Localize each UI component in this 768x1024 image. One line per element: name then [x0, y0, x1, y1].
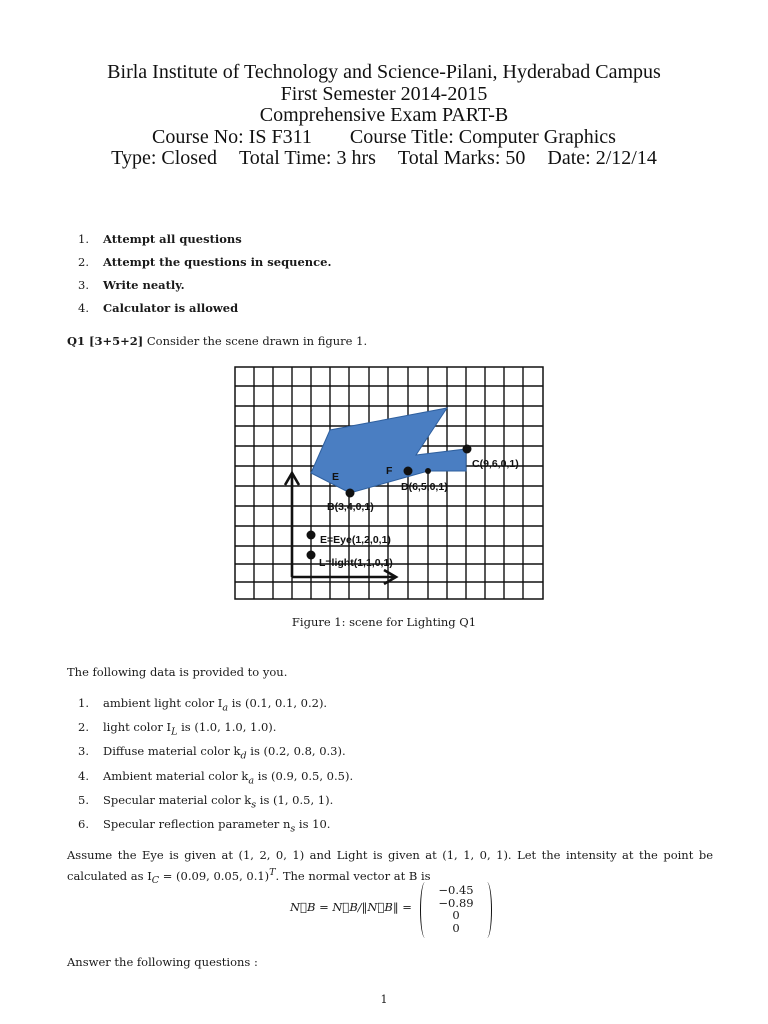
- course-number: Course No: IS F311: [152, 125, 312, 148]
- instruction-item: 2. Attempt the questions in sequence.: [78, 255, 332, 269]
- label-c: C(9,6,0,1): [472, 458, 519, 470]
- matrix-left-paren: [420, 882, 430, 938]
- data-item: 5. Specular material color $k_s$ is (1, 0.5, 1).: [78, 792, 334, 811]
- exam-title: Comprehensive Exam PART-B: [259, 104, 509, 126]
- matrix-cell: 0: [452, 920, 460, 935]
- data-item: 1. ambient light color $I_a$ is (0.1, 0.1, 0.2).: [78, 696, 328, 714]
- matrix-cell: −0.45: [438, 883, 474, 897]
- data-item: 4. Ambient material color $k_a$ is (0.9, 0.5, 0.5).: [78, 768, 354, 786]
- question-1-intro: [67, 333, 367, 349]
- matrix-cell: −0.89: [438, 895, 474, 910]
- matrix-right-paren: [482, 882, 492, 938]
- question-1-label: Q1 [3+5+2]: [67, 334, 144, 348]
- lighting-scene-figure: [233, 366, 545, 602]
- data-item: 2. light color $I_L$ is (1.0, 1.0, 1.0).: [78, 720, 277, 738]
- label-f: F: [386, 465, 393, 477]
- course-title: Course Title: Computer Graphics: [349, 125, 616, 148]
- data-item: 6. Specular reflection parameter $n_s$ is 10.: [78, 816, 331, 835]
- label-d: D(6,5,0,1): [401, 481, 448, 493]
- total-time: Total Time: 3 hrs: [238, 147, 376, 169]
- matrix-cells: [432, 884, 480, 934]
- data-item: 3. Diffuse material color $k_d$ is (0.2, 0.8, 0.3).: [78, 744, 346, 762]
- instructions-list: [78, 230, 332, 322]
- institute-name: Birla Institute of Technology and Science-Pilani, Hyderabad Campus: [107, 61, 661, 83]
- point-light-dot: [307, 551, 316, 560]
- exam-details-line: [0, 148, 768, 170]
- answer-prompt: Answer the following questions :: [67, 955, 258, 969]
- assumption-paragraph: [67, 847, 713, 889]
- total-marks: Total Marks: 50: [397, 147, 526, 169]
- figure-caption: Figure 1: scene for Lighting Q1: [291, 615, 477, 629]
- point-c-dot: [463, 445, 472, 454]
- question-1-text: Consider the scene drawn in figure 1.: [143, 334, 368, 348]
- instruction-item: 3. Write neatly.: [78, 278, 185, 292]
- label-eye: E=Eye(1,2,0,1): [320, 534, 391, 546]
- semester: First Semester 2014-2015: [280, 82, 488, 105]
- point-f-dot: [425, 468, 431, 474]
- point-b-dot: [346, 489, 355, 498]
- exam-header: [0, 62, 768, 170]
- instruction-item: 4. Calculator is allowed: [78, 301, 239, 315]
- point-eye-dot: [307, 531, 316, 540]
- matrix-cell: 0: [452, 908, 460, 922]
- exam-date: Date: 2/12/14: [547, 147, 657, 169]
- point-d-dot: [404, 467, 413, 476]
- label-b: B(3,4,0,1): [327, 501, 374, 513]
- normal-vector-matrix: [420, 882, 492, 938]
- exam-type: Type: Closed: [111, 147, 217, 169]
- provided-data-list: [78, 694, 353, 839]
- label-light: L=light(1,1,0,1): [319, 557, 393, 569]
- assumption-line-2: calculated as $I_C = (0.09$, 0.05, 0.1)$^T$. The normal vector at B is: [67, 867, 431, 887]
- label-e: E: [332, 471, 340, 483]
- course-line: [0, 127, 768, 149]
- assumption-line-1: Assume the Eye is given at (1, 2, 0, 1) and Light is given at (1, 1, 0, 1). Let the intensity at the point be: [67, 848, 713, 862]
- instruction-item: 1. Attempt all questions: [78, 232, 242, 246]
- equation-lhs: N⃗B = N⃗B/‖N⃗B‖ =: [290, 900, 412, 914]
- provided-data-intro: The following data is provided to you.: [67, 665, 288, 679]
- page-number: 1: [380, 993, 388, 1006]
